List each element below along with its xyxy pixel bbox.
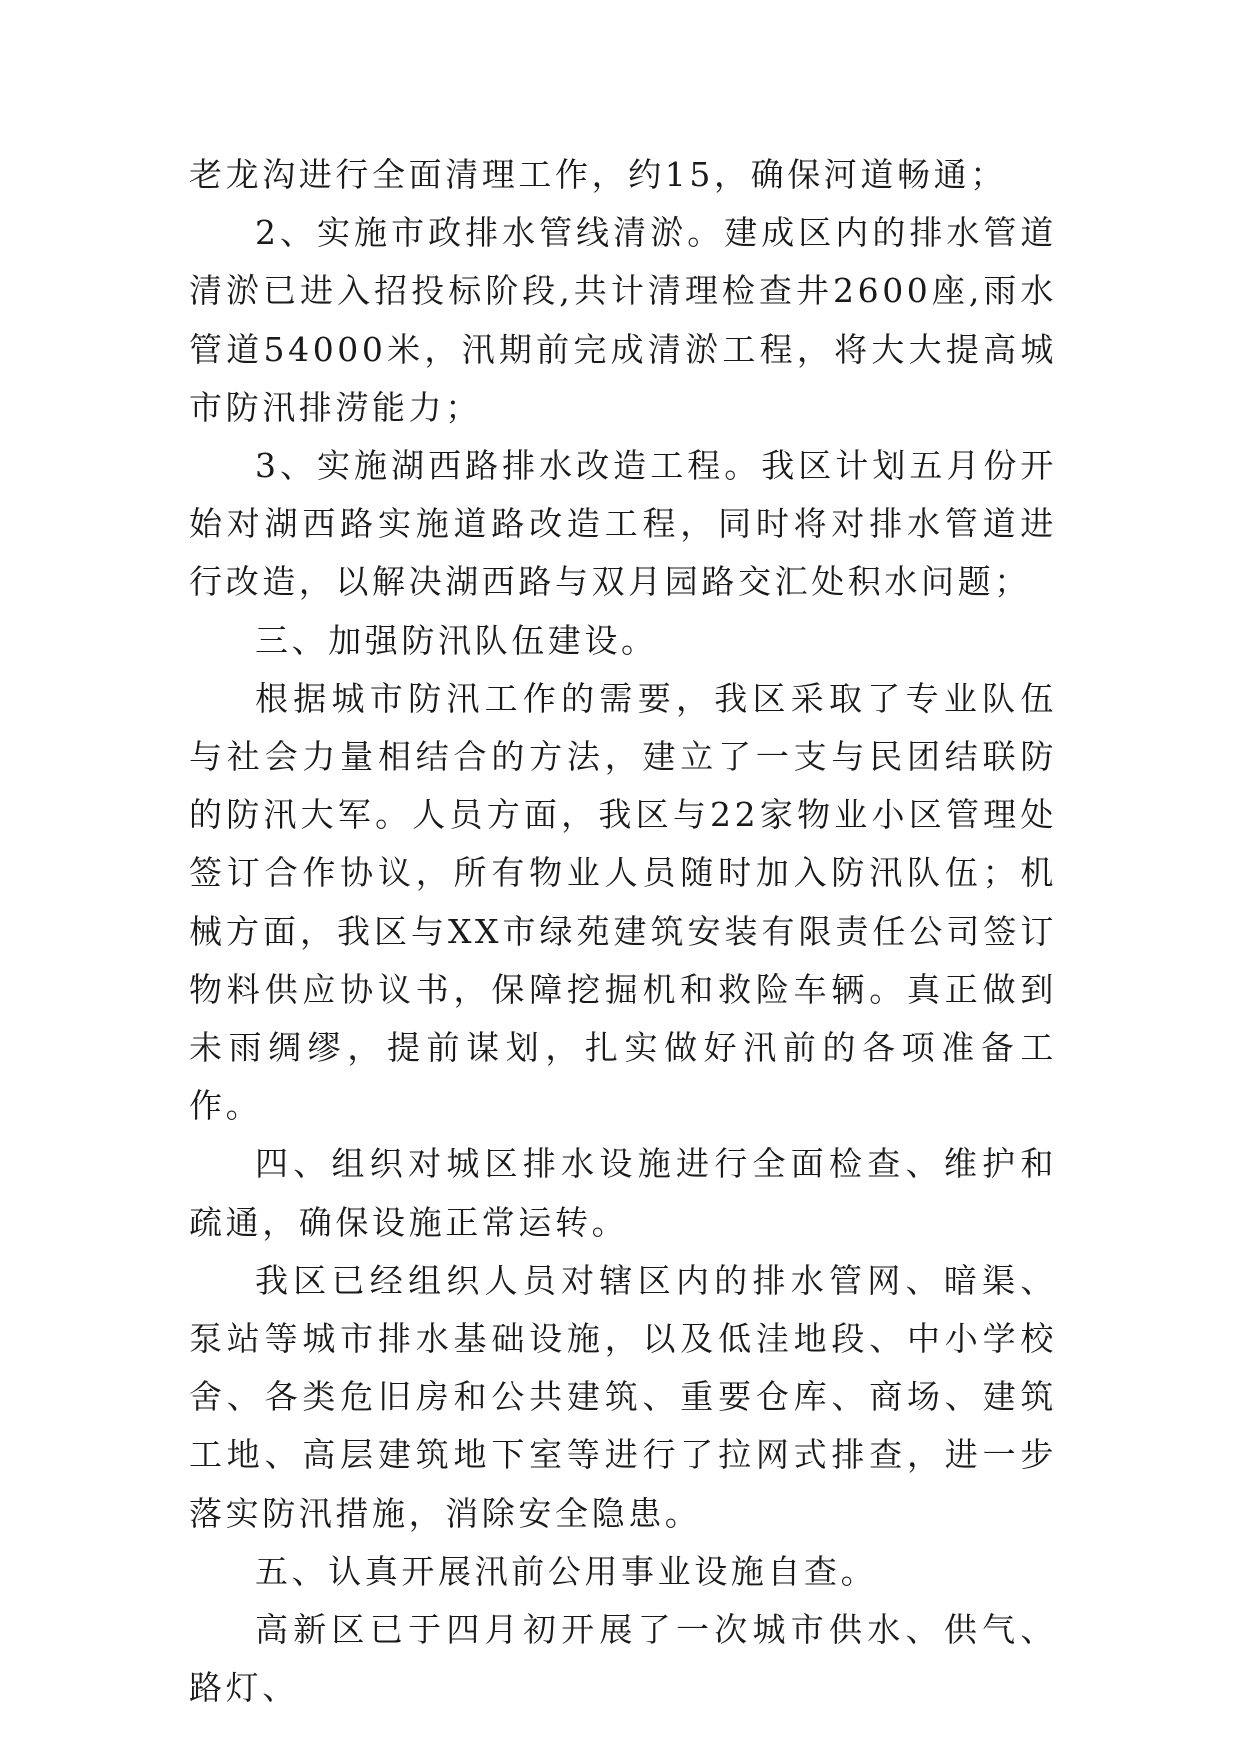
paragraph-facility-inspection: 我区已经组织人员对辖区内的排水管网、暗渠、泵站等城市排水基础设施，以及低洼地段、中小学校舍、各类危旧房和公共建筑、重要仓库、商场、建筑工地、高层建筑地下室等进行了拉网式排查，进一步落实防汛措施，消除安全隐患。 [189, 1260, 1057, 1533]
heading-self-check: 五、认真开展汛前公用事业设施自查。 [255, 1551, 878, 1591]
paragraph-continuation: 老龙沟进行全面清理工作，约15，确保河道畅通； [189, 155, 1007, 194]
heading-facility-inspection: 四、组织对城区排水设施进行全面检查、维护和疏通，确保设施正常运转。 [189, 1144, 1057, 1242]
paragraph-team-building: 根据城市防汛工作的需要，我区采取了专业队伍与社会力量相结合的方法，建立了一支与民团结联防的防汛大军。人员方面，我区与22家物业小区管理处签订合作协议，所有物业人员随时加入防汛队伍；机械方面，我区与XX市绿苑建筑安装有限责任公司签订物料供应协议书，保障挖掘机和救险车辆。真正做到未雨绸缪，提前谋划，扎实做好汛前的各项准备工作。 [189, 678, 1057, 1126]
paragraph-huxi-road: 3、实施湖西路排水改造工程。我区计划五月份开始对湖西路实施道路改造工程，同时将对排水管道进行改造，以解决湖西路与双月园路交汇处积水问题； [189, 446, 1057, 602]
document-body [189, 146, 1057, 1717]
paragraph-self-check: 高新区已于四月初开展了一次城市供水、供气、路灯、 [189, 1610, 1057, 1708]
heading-team-building: 三、加强防汛队伍建设。 [255, 620, 658, 660]
paragraph-drainage-dredging: 2、实施市政排水管线清淤。建成区内的排水管道清淤已进入招投标阶段,共计清理检查井2600座,雨水管道54000米，汛期前完成清淤工程，将大大提高城市防汛排涝能力； [189, 213, 1057, 427]
